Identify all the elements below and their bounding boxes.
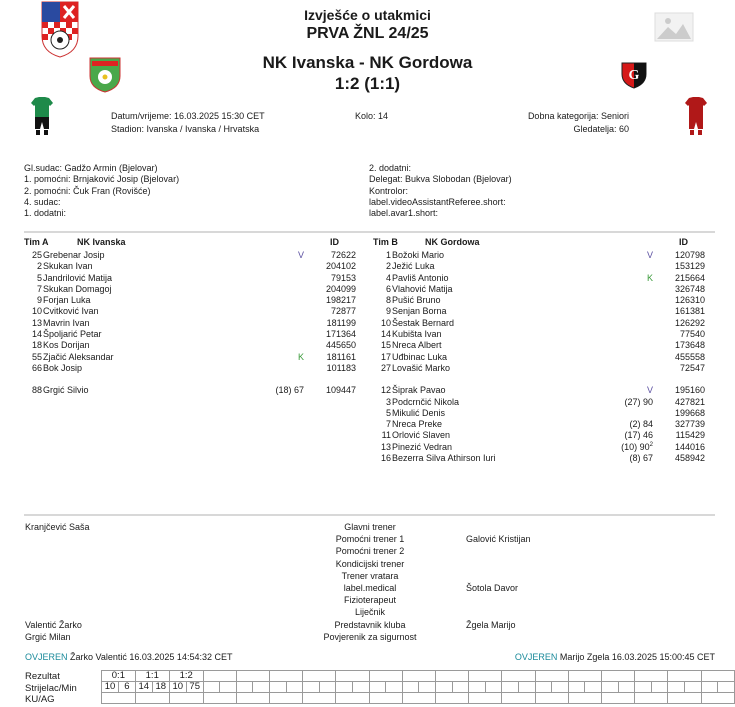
player-id: 72622	[330, 250, 356, 260]
player-number: 55	[31, 351, 42, 362]
divider	[24, 231, 715, 233]
staff-role-label: Pomoćni trener 1	[335, 534, 405, 545]
player-row	[373, 329, 715, 340]
match-title: NK Ivanska - NK Gordowa	[262, 53, 473, 72]
cards-cell	[203, 693, 236, 704]
result-cell	[236, 671, 269, 682]
cards-cell	[535, 693, 568, 704]
player-number: 9	[385, 306, 391, 317]
player-row	[24, 363, 359, 374]
player-number: 14	[380, 329, 391, 340]
scorer-number-cell: 10	[102, 682, 119, 693]
result-cell	[436, 671, 469, 682]
player-name: Forjan Luka	[43, 295, 91, 306]
scorer-minute-cell	[651, 682, 668, 693]
player-id: 326748	[674, 283, 705, 294]
cards-cell	[102, 693, 136, 704]
player-row	[373, 385, 715, 396]
player-number: 12	[380, 385, 391, 396]
player-row	[373, 363, 715, 374]
result-cell	[203, 671, 236, 682]
result-cell: 1:2	[169, 671, 203, 682]
verified-status: OVJEREN	[25, 652, 68, 662]
official-additional-2: 2. dodatni:	[369, 163, 412, 173]
player-row	[24, 329, 359, 340]
player-row	[373, 419, 715, 430]
player-number: 2	[385, 261, 391, 272]
scorer-minute-cell	[585, 682, 602, 693]
player-id: 195160	[674, 385, 705, 396]
official-fourth: 4. sudac:	[24, 196, 61, 207]
player-name: Podcrnčić Nikola	[392, 396, 460, 407]
team-a-name: NK Ivanska	[77, 237, 126, 247]
player-row	[373, 442, 715, 453]
result-cell	[369, 671, 402, 682]
row-label-scorer: Strijelac/Min	[25, 682, 77, 694]
verification-left	[25, 652, 232, 662]
player-number: 5	[385, 407, 391, 418]
player-row	[24, 340, 359, 351]
player-row	[24, 284, 359, 295]
score-scorer-row	[102, 682, 735, 693]
scorer-minute-cell	[386, 682, 403, 693]
result-cell: 0:1	[102, 671, 136, 682]
player-name: Ježić Luka	[392, 261, 435, 272]
scorer-minute-cell: 18	[152, 682, 169, 693]
player-name: Mavrin Ivan	[43, 317, 90, 328]
staff-team-a-member: Kranjčević Saša	[25, 522, 90, 532]
player-id: 72877	[330, 306, 356, 317]
team-b-id-header: ID	[679, 237, 688, 247]
scorer-number-cell: 10	[169, 682, 186, 693]
player-id: 153129	[674, 261, 705, 272]
player-id: 77540	[679, 329, 705, 340]
cards-cell	[369, 693, 402, 704]
team-b-name: NK Gordowa	[425, 237, 480, 247]
player-number: 14	[31, 329, 42, 340]
player-name: Mikulić Denis	[392, 407, 446, 418]
scorer-minute-cell	[552, 682, 569, 693]
scorer-minute-cell	[319, 682, 336, 693]
player-row	[24, 250, 359, 261]
player-number: 66	[31, 362, 42, 373]
scorer-minute-cell	[684, 682, 701, 693]
player-name: Vlahović Matija	[392, 283, 453, 294]
player-id: 327739	[674, 419, 705, 430]
official-main-referee: Gl.sudac: Gadžo Armin (Bjelovar)	[24, 163, 158, 173]
player-row	[373, 408, 715, 419]
staff-role-label: Trener vratara	[341, 570, 399, 581]
scorer-number-cell	[601, 682, 618, 693]
scorer-minute-cell	[286, 682, 303, 693]
attendance: Gledatelja: 60	[573, 124, 629, 134]
player-name: Kubišta Ivan	[392, 329, 442, 340]
player-id: 126310	[674, 295, 705, 306]
team-a-id-header: ID	[330, 237, 339, 247]
player-number: 11	[381, 430, 391, 441]
scorer-minute-cell: 75	[186, 682, 203, 693]
scorer-number-cell: 14	[135, 682, 152, 693]
player-name: Šiprak Pavao	[392, 385, 446, 396]
staff-team-a-member: Grgić Milan	[25, 631, 71, 642]
player-id: 72547	[679, 362, 705, 373]
player-number: 8	[385, 295, 391, 306]
player-name: Zjačić Aleksandar	[43, 351, 114, 362]
result-cell	[402, 671, 435, 682]
team-a-label: Tim A	[24, 237, 49, 247]
staff-role-label: Kondicijski trener	[335, 558, 405, 569]
player-row	[373, 453, 715, 464]
player-name: Lovašić Marko	[392, 362, 451, 373]
player-number: 7	[385, 419, 391, 430]
staff-role-label: Predstavnik kluba	[334, 619, 406, 630]
player-row	[24, 261, 359, 272]
cards-cell	[635, 693, 668, 704]
score-grid	[101, 670, 735, 704]
official-assistant-1: 1. pomoćni: Brnjaković Josip (Bjelovar)	[24, 174, 180, 185]
player-row	[24, 306, 359, 317]
scorer-number-cell	[336, 682, 353, 693]
scorer-minute-cell	[718, 682, 735, 693]
player-name: Pušić Bruno	[392, 295, 441, 306]
result-cell	[535, 671, 568, 682]
result-cell: 1:1	[135, 671, 169, 682]
player-row	[373, 261, 715, 272]
player-row	[373, 273, 715, 284]
scorer-minute-cell	[253, 682, 270, 693]
player-id: 204099	[325, 283, 356, 294]
scorer-number-cell	[303, 682, 320, 693]
staff-role-label: Povjerenik za sigurnost	[323, 631, 417, 642]
player-role-flag: K	[646, 272, 653, 283]
player-number: 88	[31, 385, 42, 396]
player-id: 101183	[326, 362, 356, 373]
player-number: 27	[380, 362, 391, 373]
player-name: Nreca Albert	[392, 340, 442, 351]
match-round: Kolo: 14	[355, 111, 389, 121]
player-number: 2	[36, 261, 42, 272]
cards-cell	[169, 693, 203, 704]
player-role-flag: V	[646, 385, 653, 396]
team-b-roster	[373, 237, 715, 464]
scorer-number-cell	[668, 682, 685, 693]
home-kit-icon	[30, 97, 54, 137]
cards-cell	[135, 693, 169, 704]
scorer-number-cell	[203, 682, 220, 693]
player-number: 25	[31, 250, 42, 260]
scorer-minute-cell	[419, 682, 436, 693]
player-id: 144016	[674, 441, 705, 452]
scorer-number-cell	[635, 682, 652, 693]
player-id: 204102	[325, 261, 356, 272]
cards-cell	[336, 693, 369, 704]
player-name: Šestak Bernard	[392, 317, 455, 328]
player-id: 455558	[674, 351, 705, 362]
team-a-roster	[24, 237, 359, 397]
player-id: 109447	[325, 385, 356, 396]
player-substitution: (17) 46	[624, 430, 653, 441]
player-name: Špoljarić Petar	[43, 329, 102, 340]
scorer-number-cell	[369, 682, 386, 693]
match-stadium: Stadion: Ivanska / Ivanska / Hrvatska	[111, 124, 260, 134]
player-id: 445650	[325, 340, 356, 351]
player-row	[373, 430, 715, 441]
player-id: 79153	[330, 272, 356, 283]
cards-cell	[303, 693, 336, 704]
age-category: Dobna kategorija: Seniori	[527, 111, 629, 121]
cards-cell	[701, 693, 734, 704]
staff-team-a-member: Valentić Žarko	[25, 619, 82, 630]
player-id: 115429	[675, 430, 705, 441]
player-id: 126292	[674, 317, 705, 328]
score-result-row	[102, 671, 735, 682]
player-substitution: (8) 67	[629, 453, 653, 464]
staff-role-label: Pomoćni trener 2	[335, 546, 405, 557]
scorer-number-cell	[568, 682, 585, 693]
player-id: 198217	[325, 295, 356, 306]
staff-role-label: Glavni trener	[344, 522, 396, 532]
cards-cell	[270, 693, 303, 704]
player-number: 18	[31, 340, 42, 351]
result-cell	[668, 671, 701, 682]
staff-section	[0, 520, 735, 650]
scorer-minute-cell	[618, 682, 635, 693]
divider	[24, 514, 715, 516]
player-name: Grebenar Josip	[43, 250, 105, 260]
player-row	[24, 273, 359, 284]
player-name: Bok Josip	[43, 362, 83, 373]
scorer-number-cell	[469, 682, 486, 693]
player-number: 15	[380, 340, 391, 351]
official-assistant-2: 2. pomoćni: Čuk Fran (Rovišće)	[24, 185, 151, 196]
verified-by: Žarko Valentić 16.03.2025 14:54:32 CET	[70, 652, 233, 662]
scorer-minute-cell	[452, 682, 469, 693]
official-controller: Kontrolor:	[369, 185, 409, 196]
competition-title: PRVA ŽNL 24/25	[306, 25, 429, 42]
player-name: Orlović Slaven	[392, 430, 451, 441]
officials-right	[369, 163, 512, 219]
player-id: 181161	[326, 351, 356, 362]
match-score: 1:2 (1:1)	[334, 74, 401, 93]
player-number: 13	[380, 441, 391, 452]
svg-text:G: G	[628, 68, 640, 83]
cards-cell	[568, 693, 601, 704]
player-name: Uđbinac Luka	[392, 351, 448, 362]
player-id: 173648	[674, 340, 705, 351]
cards-cell	[469, 693, 502, 704]
official-var: label.videoAssistantReferee.short:	[369, 196, 506, 207]
player-name: Skukan Ivan	[43, 261, 93, 272]
verification-right	[515, 652, 715, 662]
player-substitution: (2) 84	[629, 419, 653, 430]
player-name: Jandrilović Matija	[43, 272, 113, 283]
player-role-flag: V	[297, 250, 304, 260]
player-row	[373, 295, 715, 306]
scorer-number-cell	[535, 682, 552, 693]
player-substitution: (27) 90	[624, 396, 653, 407]
player-number: 16	[380, 453, 391, 464]
scorer-number-cell	[270, 682, 287, 693]
scorer-minute-cell	[220, 682, 237, 693]
cards-cell	[668, 693, 701, 704]
row-label-result: Rezultat	[25, 671, 60, 682]
player-name: Božoki Mario	[392, 250, 445, 260]
player-number: 4	[385, 272, 391, 283]
player-id: 199668	[674, 407, 705, 418]
player-id: 215664	[674, 272, 705, 283]
player-name: Skukan Domagoj	[43, 283, 112, 294]
player-number: 13	[31, 317, 42, 328]
team-b-label: Tim B	[373, 237, 398, 247]
score-cards-row	[102, 693, 735, 704]
player-name: Kos Dorijan	[43, 340, 90, 351]
player-number: 10	[31, 306, 42, 317]
row-label-cards: KU/AG	[25, 694, 55, 706]
result-cell	[701, 671, 734, 682]
player-id: 161381	[674, 306, 705, 317]
player-name: Bezerra Silva Athirson Iuri	[392, 453, 496, 464]
scorer-minute-cell	[353, 682, 370, 693]
player-id: 171364	[325, 329, 356, 340]
player-number: 1	[385, 250, 391, 260]
player-substitution: (10) $90^2$	[621, 441, 653, 452]
player-number: 10	[380, 317, 391, 328]
official-avar: label.avar1.short:	[369, 208, 439, 219]
cards-cell	[601, 693, 634, 704]
score-grid-labels	[25, 671, 77, 706]
cards-cell	[502, 693, 535, 704]
player-row	[373, 306, 715, 317]
player-row	[373, 284, 715, 295]
player-number: 9	[36, 295, 42, 306]
staff-team-b-member: Žgela Marijo	[466, 619, 516, 630]
result-cell	[568, 671, 601, 682]
match-date-time: Datum/vrijeme: 16.03.2025 15:30 CET	[111, 111, 265, 121]
away-kit-icon	[684, 97, 708, 137]
player-name: Cvitković Ivan	[43, 306, 99, 317]
team-a-header	[24, 237, 359, 250]
player-row	[373, 250, 715, 261]
result-cell	[635, 671, 668, 682]
player-id: 427821	[674, 396, 705, 407]
player-name: Grgić Silvio	[43, 385, 89, 396]
player-row	[24, 385, 359, 396]
player-id: 181199	[326, 317, 356, 328]
player-number: 3	[385, 396, 391, 407]
player-row	[373, 318, 715, 329]
scorer-minute-cell	[485, 682, 502, 693]
cards-cell	[436, 693, 469, 704]
player-id: 120798	[674, 250, 705, 260]
cards-cell	[402, 693, 435, 704]
result-cell	[336, 671, 369, 682]
official-delegate: Delegat: Bukva Slobodan (Bjelovar)	[369, 174, 512, 185]
result-cell	[303, 671, 336, 682]
officials-left	[24, 163, 179, 219]
player-name: Nreca Preke	[392, 419, 443, 430]
team-b-header	[373, 237, 715, 250]
scorer-number-cell	[402, 682, 419, 693]
player-row	[373, 340, 715, 351]
player-role-flag: V	[646, 250, 653, 260]
result-cell	[469, 671, 502, 682]
staff-role-label: label.medical	[343, 583, 397, 593]
player-number: 5	[36, 272, 42, 283]
player-id: 458942	[674, 453, 705, 464]
player-substitution: (18) 67	[275, 385, 304, 396]
player-row	[24, 318, 359, 329]
player-role-flag: K	[297, 351, 304, 362]
scorer-minute-cell	[518, 682, 535, 693]
verified-by: Marijo Zgela 16.03.2025 15:00:45 CET	[559, 652, 715, 662]
player-number: 17	[380, 351, 391, 362]
substitution-superscript: 2	[649, 441, 653, 448]
scorer-number-cell	[436, 682, 453, 693]
scorer-minute-cell: 6	[118, 682, 135, 693]
player-name: Pavliš Antonio	[392, 272, 449, 283]
player-name: Pinezić Vedran	[392, 441, 453, 452]
official-additional-1: 1. dodatni:	[24, 208, 67, 219]
verified-status: OVJEREN	[514, 652, 558, 662]
scorer-number-cell	[502, 682, 519, 693]
report-title: Izvješće o utakmici	[304, 7, 431, 23]
result-cell	[270, 671, 303, 682]
player-row	[24, 295, 359, 306]
player-name: Senjan Borna	[392, 306, 447, 317]
scorer-number-cell	[236, 682, 253, 693]
cards-cell	[236, 693, 269, 704]
player-row	[24, 352, 359, 363]
player-row	[373, 352, 715, 363]
player-number: 6	[385, 283, 391, 294]
staff-team-b-member: Galović Kristijan	[466, 534, 531, 545]
staff-team-b-member: Šotola Davor	[466, 583, 519, 593]
result-cell	[502, 671, 535, 682]
staff-role-label: Fizioterapeut	[343, 595, 397, 606]
player-number: 7	[36, 283, 42, 294]
scorer-number-cell	[701, 682, 718, 693]
result-cell	[601, 671, 634, 682]
player-row	[373, 397, 715, 408]
staff-role-label: Liječnik	[354, 607, 385, 618]
